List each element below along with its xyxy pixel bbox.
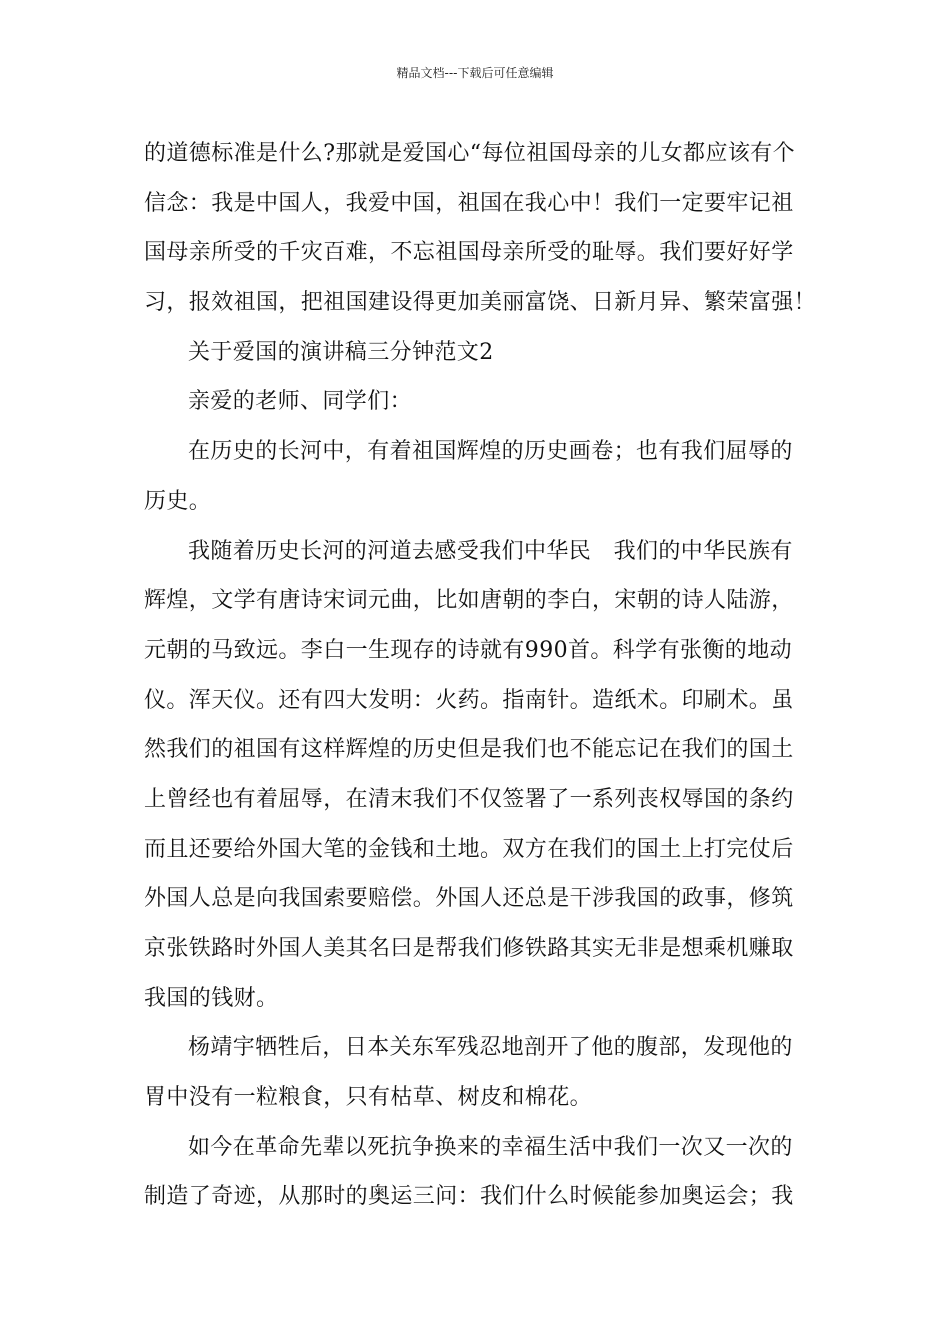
text-line: 我国的钱财。 — [144, 985, 279, 1011]
text-line: 京张铁路时外国人美其名曰是帮我们修铁路其实无非是想乘机赚取 — [144, 936, 794, 961]
text-line: 信念：我是中国人，我爱中国，祖国在我心中！我们一定要牢记祖 — [144, 190, 794, 216]
paragraph-start: 在历史的长河中，有着祖国辉煌的历史画卷；也有我们屈辱的 — [188, 439, 793, 465]
text-line: 历史。 — [144, 488, 212, 514]
section-title: 关于爱国的演讲稿三分钟范文2 — [188, 339, 494, 365]
text-line: 习，报效祖国，把祖国建设得更加美丽富饶、日新月异、繁荣富强！ — [144, 290, 817, 316]
text-line: 外国人总是向我国索要赔偿。外国人还总是干涉我国的政事，修筑 — [144, 886, 794, 912]
text-line: 元朝的马致远。李白一生现存的诗就有990首。科学有张衡的地动 — [144, 637, 792, 663]
salutation: 亲爱的老师、同学们： — [188, 389, 413, 415]
text-line: 胃中没有一粒粮食，只有枯草、树皮和棉花。 — [144, 1085, 593, 1111]
page-header: 精品文档---下载后可任意编辑 — [396, 66, 554, 80]
text-line: 然我们的祖国有这样辉煌的历史但是我们也不能忘记在我们的国土 — [144, 737, 794, 763]
document-body — [144, 129, 817, 1222]
paragraph-start: 如今在革命先辈以死抗争换来的幸福生活中我们一次又一次的 — [188, 1134, 793, 1160]
paragraph-start: 杨靖宇牺牲后，日本关东军残忍地剖开了他的腹部，发现他的 — [188, 1035, 793, 1061]
text-line: 而且还要给外国大笔的金钱和土地。双方在我们的国土上打完仗后 — [144, 836, 794, 862]
paragraph-start: 我随着历史长河的河道去感受我们中华民 我们的中华民族有 — [188, 538, 793, 564]
text-line: 仪。浑天仪。还有四大发明：火药。指南针。造纸术。印刷术。虽 — [144, 687, 794, 713]
text-line: 辉煌，文学有唐诗宋词元曲，比如唐朝的李白，宋朝的诗人陆游， — [144, 588, 794, 614]
text-line: 国母亲所受的千灾百难，不忘祖国母亲所受的耻辱。我们要好好学 — [144, 240, 794, 266]
text-line: 的道德标准是什么?那就是爱国心“每位祖国母亲的儿女都应该有个 — [144, 141, 796, 166]
text-line: 上曾经也有着屈辱，在清末我们不仅签署了一系列丧权辱国的条约 — [144, 786, 794, 812]
text-line: 制造了奇迹，从那时的奥运三问：我们什么时候能参加奥运会；我 — [144, 1184, 794, 1210]
